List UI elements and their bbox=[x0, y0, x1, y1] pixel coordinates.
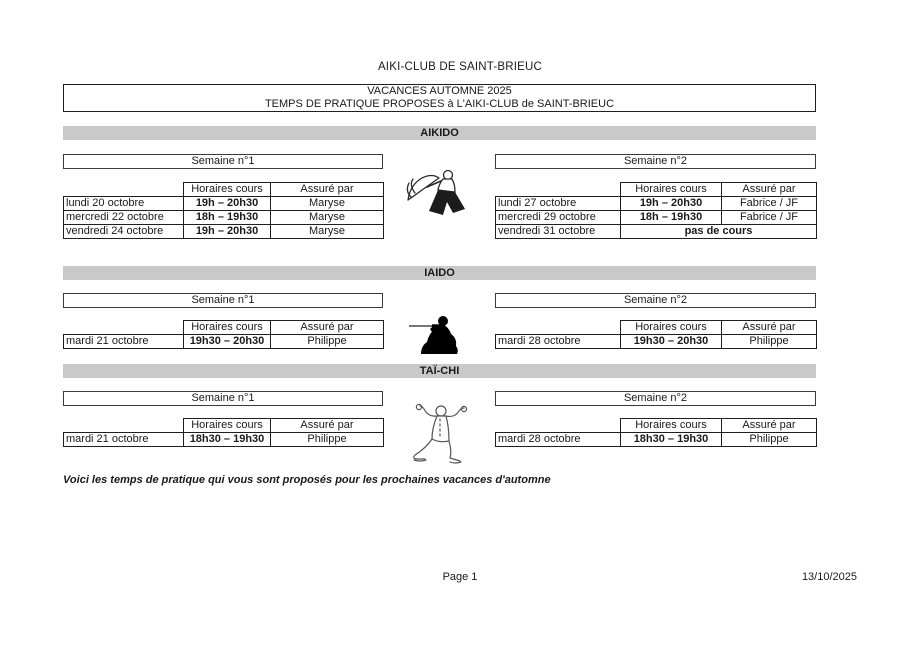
date-cell: mardi 28 octobre bbox=[496, 433, 621, 447]
time-cell: 19h – 20h30 bbox=[184, 225, 271, 239]
schedule-table-aikido-week1 bbox=[63, 182, 384, 239]
col-header-assure: Assuré par bbox=[722, 419, 817, 433]
col-header-horaires: Horaires cours bbox=[184, 419, 271, 433]
week-label-box-taichi-2 bbox=[495, 391, 816, 406]
section-title-aikido: AIKIDO bbox=[420, 127, 459, 139]
col-header-assure: Assuré par bbox=[722, 321, 817, 335]
date-cell: vendredi 24 octobre bbox=[64, 225, 184, 239]
section-bar-taichi bbox=[63, 364, 816, 378]
section-bar-aikido bbox=[63, 126, 816, 140]
time-cell: 18h – 19h30 bbox=[184, 211, 271, 225]
time-cell: 19h – 20h30 bbox=[621, 197, 722, 211]
aikido-throw-icon bbox=[402, 166, 474, 231]
table-row bbox=[64, 197, 384, 211]
date-cell: mercredi 29 octobre bbox=[496, 211, 621, 225]
date-cell: lundi 20 octobre bbox=[64, 197, 184, 211]
date-cell: vendredi 31 octobre bbox=[496, 225, 621, 239]
instructor-cell: Maryse bbox=[271, 197, 384, 211]
header-box bbox=[63, 84, 816, 112]
time-cell: 18h – 19h30 bbox=[621, 211, 722, 225]
page-number: Page 1 bbox=[442, 571, 478, 583]
instructor-cell: Philippe bbox=[722, 335, 817, 349]
week-label-box-aikido-1 bbox=[63, 154, 383, 169]
instructor-cell: Philippe bbox=[271, 335, 384, 349]
instructor-cell: Maryse bbox=[271, 211, 384, 225]
taichi-figure-icon bbox=[404, 400, 476, 475]
instructor-cell: Fabrice / JF bbox=[722, 197, 817, 211]
table-row bbox=[496, 433, 817, 447]
col-header-assure: Assuré par bbox=[271, 321, 384, 335]
week-label-box-iaido-1 bbox=[63, 293, 383, 308]
col-header-horaires: Horaires cours bbox=[621, 321, 722, 335]
col-header-horaires: Horaires cours bbox=[184, 321, 271, 335]
table-row bbox=[496, 225, 817, 239]
empty-header-cell bbox=[496, 321, 621, 335]
schedule-table-iaido-week2 bbox=[495, 320, 817, 349]
section-title-iaido: IAIDO bbox=[424, 267, 455, 279]
instructor-cell: Maryse bbox=[271, 225, 384, 239]
footer-date: 13/10/2025 bbox=[801, 571, 857, 583]
col-header-assure: Assuré par bbox=[722, 183, 817, 197]
table-row bbox=[496, 211, 817, 225]
date-cell: mercredi 22 octobre bbox=[64, 211, 184, 225]
col-header-horaires: Horaires cours bbox=[621, 419, 722, 433]
instructor-cell: Philippe bbox=[271, 433, 384, 447]
header-line-1: VACANCES AUTOMNE 2025 bbox=[367, 85, 512, 97]
table-header-row bbox=[64, 321, 384, 335]
header-line-2: TEMPS DE PRATIQUE PROPOSES à L'AIKI-CLUB de SAINT-BRIEUC bbox=[264, 98, 615, 110]
table-header-row bbox=[64, 419, 384, 433]
time-cell: 19h30 – 20h30 bbox=[621, 335, 722, 349]
empty-header-cell bbox=[496, 183, 621, 197]
instructor-cell: Philippe bbox=[722, 433, 817, 447]
table-row bbox=[64, 211, 384, 225]
time-cell: 18h30 – 19h30 bbox=[184, 433, 271, 447]
schedule-table-aikido-week2 bbox=[495, 182, 817, 239]
week-label: Semaine n°2 bbox=[623, 392, 688, 404]
note-text: Voici les temps de pratique qui vous sont proposés pour les prochaines vacances d'automne bbox=[63, 474, 551, 486]
table-row bbox=[64, 433, 384, 447]
time-cell: 18h30 – 19h30 bbox=[621, 433, 722, 447]
week-label-box-iaido-2 bbox=[495, 293, 816, 308]
table-header-row bbox=[496, 419, 817, 433]
date-cell: mardi 21 octobre bbox=[64, 433, 184, 447]
table-row bbox=[496, 335, 817, 349]
time-cell: 19h – 20h30 bbox=[184, 197, 271, 211]
col-header-horaires: Horaires cours bbox=[621, 183, 722, 197]
document-title: AIKI-CLUB DE SAINT-BRIEUC bbox=[377, 61, 543, 73]
week-label-box-taichi-1 bbox=[63, 391, 383, 406]
table-header-row bbox=[64, 183, 384, 197]
table-header-row bbox=[496, 321, 817, 335]
date-cell: lundi 27 octobre bbox=[496, 197, 621, 211]
section-title-taichi: TAÏ-CHI bbox=[419, 365, 460, 377]
instructor-cell: Fabrice / JF bbox=[722, 211, 817, 225]
col-header-horaires: Horaires cours bbox=[184, 183, 271, 197]
col-header-assure: Assuré par bbox=[271, 419, 384, 433]
week-label: Semaine n°2 bbox=[623, 155, 688, 167]
schedule-table-taichi-week2 bbox=[495, 418, 817, 447]
table-header-row bbox=[496, 183, 817, 197]
schedule-table-taichi-week1 bbox=[63, 418, 384, 447]
time-cell: 19h30 – 20h30 bbox=[184, 335, 271, 349]
schedule-table-iaido-week1 bbox=[63, 320, 384, 349]
table-row bbox=[64, 225, 384, 239]
week-label: Semaine n°1 bbox=[191, 392, 255, 404]
week-label: Semaine n°2 bbox=[623, 294, 688, 306]
iaido-swordsman-icon bbox=[408, 312, 466, 361]
empty-header-cell bbox=[64, 183, 184, 197]
empty-header-cell bbox=[496, 419, 621, 433]
section-bar-iaido bbox=[63, 266, 816, 280]
date-cell: mardi 28 octobre bbox=[496, 335, 621, 349]
week-label: Semaine n°1 bbox=[191, 294, 255, 306]
week-label-box-aikido-2 bbox=[495, 154, 816, 169]
table-row bbox=[496, 197, 817, 211]
empty-header-cell bbox=[64, 419, 184, 433]
no-course-cell: pas de cours bbox=[621, 225, 817, 239]
col-header-assure: Assuré par bbox=[271, 183, 384, 197]
week-label: Semaine n°1 bbox=[191, 155, 255, 167]
date-cell: mardi 21 octobre bbox=[64, 335, 184, 349]
empty-header-cell bbox=[64, 321, 184, 335]
table-row bbox=[64, 335, 384, 349]
